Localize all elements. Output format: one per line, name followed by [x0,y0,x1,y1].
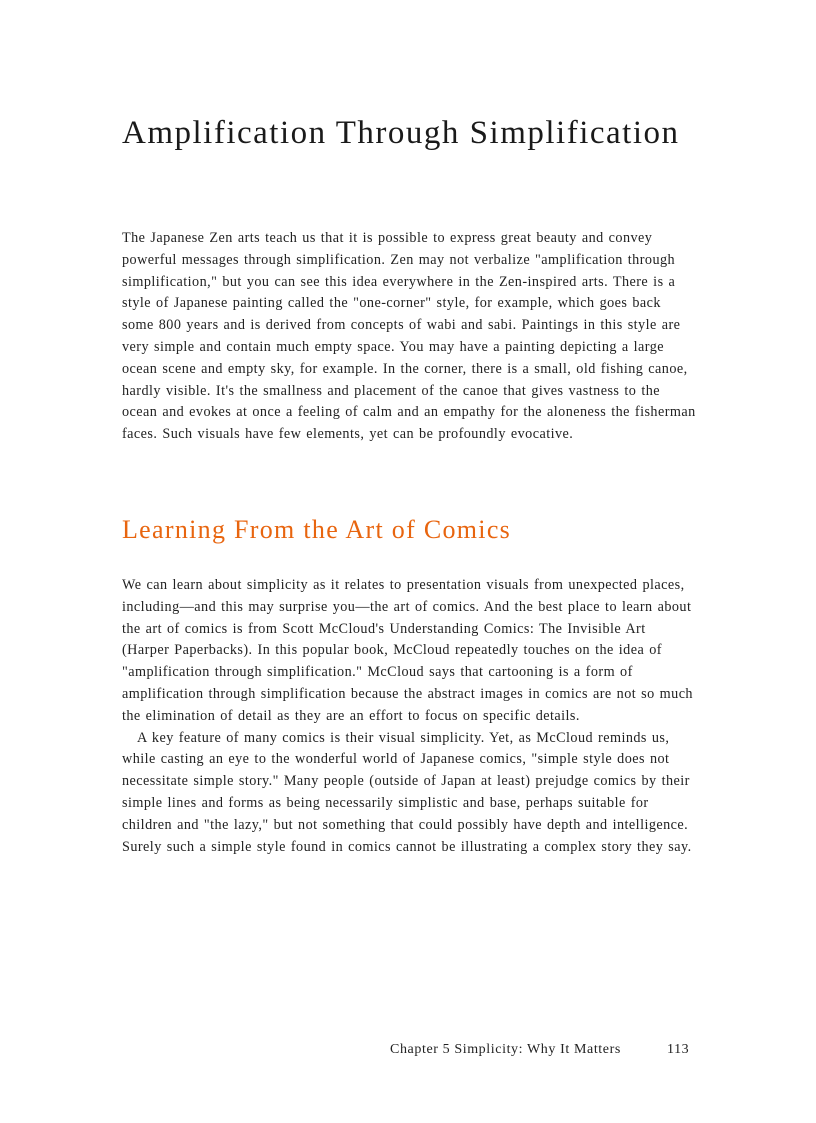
page-footer [390,1042,690,1058]
page-title: Amplification Through Simplification [122,115,680,151]
section-text-block [122,575,697,858]
running-head: Chapter 5 Simplicity: Why It Matters [390,1042,621,1057]
page-number: 113 [667,1042,690,1057]
section-paragraph-1: We can learn about simplicity as it relates to presentation visuals from unexpected places, including—and this may surprise you—the art of comics. And the best place to learn about the art of comics is from Scott McCloud's Understanding Comics: The Invisible Art (Harper Paperbacks). In this popular book, McCloud repeatedly touches on the idea of "amplification through simplification." McCloud says that cartooning is a form of amplification through simplification because the abstract images in comics are not so much the elimination of detail as they are an effort to focus on specific details. [122,577,693,724]
section-heading: Learning From the Art of Comics [122,515,512,544]
intro-text-block [122,228,697,446]
intro-paragraph: The Japanese Zen arts teach us that it is possible to express great beauty and convey powerful messages through simplification. Zen may not verbalize "amplification through simplification," but you can see this idea everywhere in the Zen-inspired arts. There is a style of Japanese painting called the "one-corner" style, for example, which goes back some 800 years and is derived from concepts of wabi and sabi. Paintings in this style are very simple and contain much empty space. You may have a painting depicting a large ocean scene and empty sky, for example. In the corner, there is a small, old fishing canoe, hardly visible. It's the smallness and placement of the canoe that gives vastness to the ocean and evokes at once a feeling of calm and an empathy for the aloneness the fisherman faces. Such visuals have few elements, yet can be profoundly evocative. [122,230,696,443]
section-paragraph-2: A key feature of many comics is their visual simplicity. Yet, as McCloud reminds us, while casting an eye to the wonderful world of Japanese comics, "simple style does not necessitate simple story." Many people (outside of Japan at least) prejudge comics by their simple lines and forms as being necessarily simplistic and base, perhaps suitable for children and "the lazy," but not something that could possibly have depth and intelligence. Surely such a simple style found in comics cannot be illustrating a complex story they say. [122,729,692,855]
